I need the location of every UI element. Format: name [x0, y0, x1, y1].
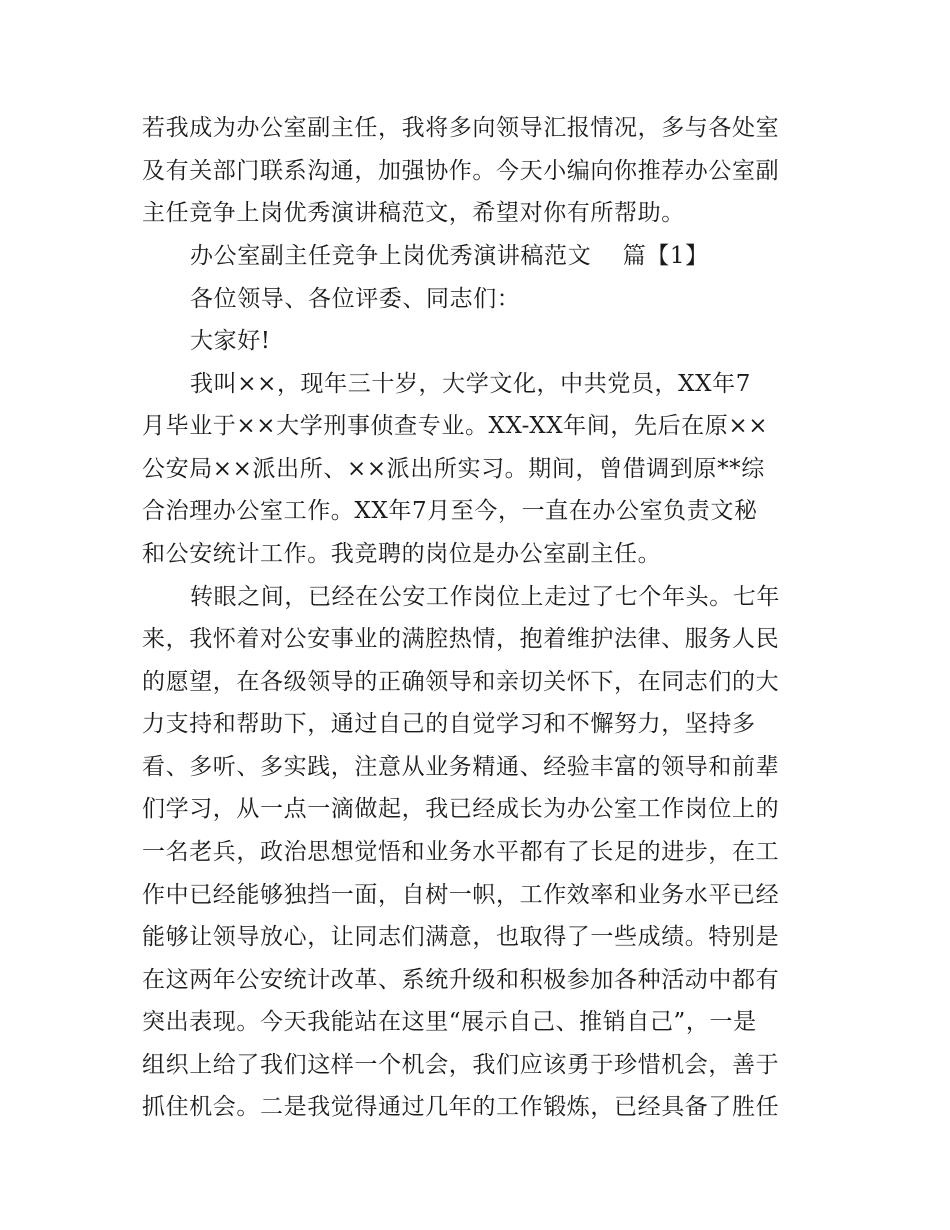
- text-line: 们学习，从一点一滴做起，我已经成长为办公室工作岗位上的: [142, 796, 780, 822]
- text-line: 转眼之间，已经在公安工作岗位上走过了七个年头。七年: [190, 584, 780, 610]
- text-line: 若我成为办公室副主任，我将多向领导汇报情况，多与各处室: [142, 115, 780, 141]
- text-line: 我叫××，现年三十岁，大学文化，中共党员，XX年7: [190, 371, 751, 397]
- text-line: 月毕业于××大学刑事侦查专业。XX-XX年间，先后在原××: [142, 413, 769, 439]
- text-line: 及有关部门联系沟通，加强协作。今天小编向你推荐办公室副: [142, 158, 780, 184]
- text-line: 看、多听、多实践，注意从业务精通、经验丰富的领导和前辈: [142, 754, 780, 780]
- text-line: 组织上给了我们这样一个机会，我们应该勇于珍惜机会，善于: [142, 1052, 780, 1078]
- text-line: 在这两年公安统计改革、系统升级和积极参加各种活动中都有: [142, 967, 780, 993]
- text-line: 的愿望，在各级领导的正确领导和亲切关怀下，在同志们的大: [142, 669, 780, 695]
- text-line: 抓住机会。二是我觉得通过几年的工作锻炼，已经具备了胜任: [142, 1094, 780, 1120]
- section-heading: 办公室副主任竞争上岗优秀演讲稿范文 篇【1】: [190, 243, 709, 269]
- text-line: 合治理办公室工作。XX年7月至今，一直在办公室负责文秘: [142, 498, 758, 524]
- text-line: 突出表现。今天我能站在这里“展示自己、推销自己”，一是: [142, 1009, 757, 1035]
- text-line: 来，我怀着对公安事业的满腔热情，抱着维护法律、服务人民: [142, 626, 780, 652]
- text-line: 公安局××派出所、××派出所实习。期间，曾借调到原**综: [142, 456, 765, 482]
- text-line: 主任竞争上岗优秀演讲稿范文，希望对你有所帮助。: [142, 200, 685, 226]
- text-line: 一名老兵，政治思想觉悟和业务水平都有了长足的进步，在工: [142, 839, 780, 865]
- text-line: 作中已经能够独挡一面，自树一帜，工作效率和业务水平已经: [142, 882, 780, 908]
- greeting: 大家好!: [190, 328, 271, 354]
- text-line: 能够让领导放心，让同志们满意，也取得了一些成绩。特别是: [142, 924, 780, 950]
- text-line: 力支持和帮助下，通过自己的自觉学习和不懈努力，坚持多: [142, 711, 756, 737]
- salutation: 各位领导、各位评委、同志们：: [190, 286, 521, 312]
- text-line: 和公安统计工作。我竞聘的岗位是办公室副主任。: [142, 541, 662, 567]
